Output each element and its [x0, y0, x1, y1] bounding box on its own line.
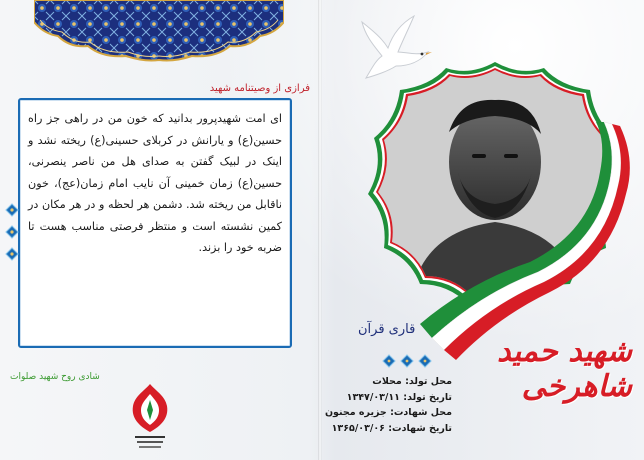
martyrdom-date: تاریخ شهادت: ۱۳۶۵/۰۳/۰۶: [331, 422, 452, 434]
will-section-title: فرازی از وصیتنامه شهید: [209, 83, 310, 94]
martyr-title: قاری قرآن: [358, 322, 416, 337]
diamond-ornament-icon: [382, 354, 432, 368]
page-fold-divider: [318, 0, 322, 460]
martyr-fullname: حمید شاهرخی: [497, 334, 632, 404]
will-text-box: [18, 98, 292, 348]
martyr-info: [324, 374, 452, 436]
foundation-logo-icon: [127, 380, 173, 456]
will-text: ای امت شهیدپرور بدانید که خون من در راهی جز راه حسین(ع) و یارانش در کربلای حسینی(ع) ریخته نشد و اینک در لبیک گفتن به صدای هل من ناصر ینصرنی، حسین(ع) زمان خمینی آن نایب امام زمان(عج)، خون ناقابل من ریخته شد. دشمن هر لحظه و در هر مکان در کمین نشسته است و منتظر فرصتی مناسب هست تا ضربه خود را بزند.: [28, 112, 282, 254]
salawat-caption: شادی روح شهید صلوات: [10, 372, 100, 382]
martyr-prefix: شهید: [568, 334, 632, 369]
martyrdom-place: محل شهادت: جزیره مجنون: [324, 407, 452, 418]
islamic-tile-arch: [34, 0, 284, 62]
birth-place: محل تولد: محلات: [372, 376, 452, 387]
birth-date: تاریخ تولد: ۱۳۴۷/۰۳/۱۱: [346, 391, 452, 403]
diamond-ornament-icon: [4, 202, 20, 264]
portrait-frame: [350, 62, 640, 362]
